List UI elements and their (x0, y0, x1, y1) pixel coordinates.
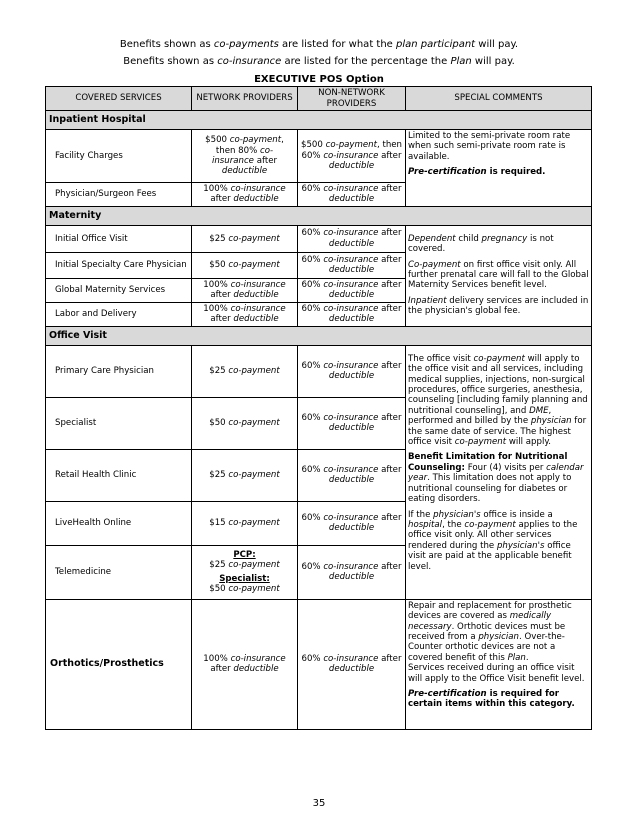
section-row (46, 326, 592, 345)
table-row (46, 225, 592, 252)
network-facility-charges: $500 co-payment, then 80% co-insurance after deductible (192, 130, 298, 183)
non-network-initial-office-visit: 60% co-insurance after deductible (298, 225, 406, 252)
service-telemedicine: Telemedicine (46, 545, 192, 599)
section-maternity: Maternity (46, 206, 592, 225)
table-row (46, 130, 592, 183)
service-livehealth-online: LiveHealth Online (46, 501, 192, 545)
comment-maternity: Dependent child pregnancy is not covered. Co-payment on first office visit only. All further prenatal care will fall to the Global Maternity Services benefit level. Inpatient delivery services are included in the physician's global fee. (406, 225, 592, 326)
service-initial-office-visit: Initial Office Visit (46, 225, 192, 252)
network-global-maternity: 100% co-insurance after deductible (192, 278, 298, 302)
comment-office-visit: The office visit co-payment will apply to the office visit and all services, including medical supplies, injections, non-surgical procedures, office surgeries, anesthesia, counseling [including family planning and nutritional counseling], and DME, performed and billed by the physician for the same date of service. The highest office visit co-payment will apply. Benefit Limitation for Nutritional Counseling: Four (4) visits per calendar year. This limitation does not apply to nutritional counseling for diabetes or eating disorders. If the physician's office is inside a hospital, the co-payment applies to the office visit only. All other services rendered during the physician's office visit are paid at the applicable benefit level. (406, 345, 592, 599)
intro-line-copayments: Benefits shown as co-payments are listed for what the plan participant will pay. (119, 39, 519, 50)
header-network-providers: NETWORK PROVIDERS (192, 87, 298, 111)
section-row (46, 111, 592, 130)
network-labor-delivery: 100% co-insurance after deductible (192, 302, 298, 326)
network-initial-specialty-care: $50 co-payment (192, 252, 298, 278)
non-network-global-maternity: 60% co-insurance after deductible (298, 278, 406, 302)
non-network-primary-care-physician: 60% co-insurance after deductible (298, 345, 406, 397)
network-telemedicine: PCP: $25 co-payment Specialist: $50 co-payment (192, 545, 298, 599)
header-non-network-providers: NON-NETWORK PROVIDERS (298, 87, 406, 111)
section-inpatient-hospital: Inpatient Hospital (46, 111, 592, 130)
network-specialist: $50 co-payment (192, 397, 298, 449)
service-labor-delivery: Labor and Delivery (46, 302, 192, 326)
network-livehealth-online: $15 co-payment (192, 501, 298, 545)
intro-line-coinsurance: Benefits shown as co-insurance are listed for the percentage the Plan will pay. (123, 56, 515, 67)
non-network-specialist: 60% co-insurance after deductible (298, 397, 406, 449)
header-special-comments: SPECIAL COMMENTS (406, 87, 592, 111)
service-physician-surgeon-fees: Physician/Surgeon Fees (46, 183, 192, 207)
network-physician-surgeon-fees: 100% co-insurance after deductible (192, 183, 298, 207)
non-network-facility-charges: $500 co-payment, then 60% co-insurance after deductible (298, 130, 406, 183)
service-orthotics-prosthetics: Orthotics/Prosthetics (46, 599, 192, 729)
service-facility-charges: Facility Charges (46, 130, 192, 183)
comment-orthotics: Repair and replacement for prosthetic devices are covered as medically necessary. Orthotic devices must be received from a physician. Over-the-Counter orthotic devices are not a covered benefit of this Plan. Services received during an office visit will apply to the Office Visit benefit level. Pre-certification is required for certain items within this category. (406, 599, 592, 729)
table-title: EXECUTIVE POS Option (254, 74, 384, 85)
non-network-physician-surgeon-fees: 60% co-insurance after deductible (298, 183, 406, 207)
table-row (46, 599, 592, 729)
benefits-table (45, 86, 592, 730)
table-header-row (46, 87, 592, 111)
service-specialist: Specialist (46, 397, 192, 449)
page-number: 35 (312, 798, 326, 809)
comment-inpatient: Limited to the semi-private room rate when such semi-private room rate is available. Pre-certification is required. (406, 130, 592, 207)
network-primary-care-physician: $25 co-payment (192, 345, 298, 397)
service-retail-health-clinic: Retail Health Clinic (46, 449, 192, 501)
header-covered-services: COVERED SERVICES (46, 87, 192, 111)
non-network-initial-specialty-care: 60% co-insurance after deductible (298, 252, 406, 278)
service-initial-specialty-care: Initial Specialty Care Physician (46, 252, 192, 278)
table-row (46, 345, 592, 397)
section-office-visit: Office Visit (46, 326, 592, 345)
non-network-livehealth-online: 60% co-insurance after deductible (298, 501, 406, 545)
service-primary-care-physician: Primary Care Physician (46, 345, 192, 397)
network-initial-office-visit: $25 co-payment (192, 225, 298, 252)
section-row (46, 206, 592, 225)
network-orthotics-prosthetics: 100% co-insurance after deductible (192, 599, 298, 729)
network-retail-health-clinic: $25 co-payment (192, 449, 298, 501)
non-network-telemedicine: 60% co-insurance after deductible (298, 545, 406, 599)
service-global-maternity: Global Maternity Services (46, 278, 192, 302)
non-network-labor-delivery: 60% co-insurance after deductible (298, 302, 406, 326)
non-network-retail-health-clinic: 60% co-insurance after deductible (298, 449, 406, 501)
non-network-orthotics-prosthetics: 60% co-insurance after deductible (298, 599, 406, 729)
